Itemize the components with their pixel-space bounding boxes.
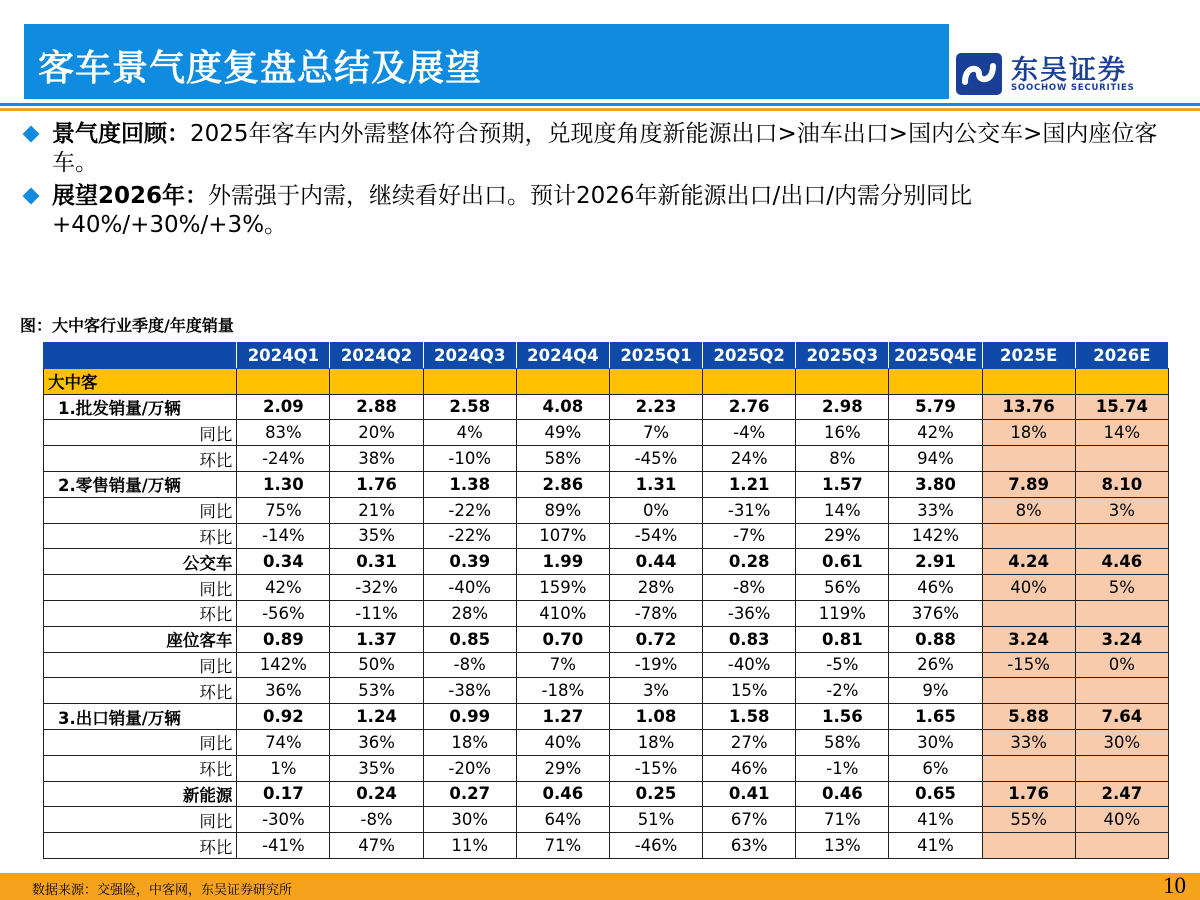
page-number: 10 [1163,873,1186,898]
column-header: 2025Q4E [889,343,982,369]
table-header-row [44,343,1169,369]
row-label: 同比 [44,729,237,755]
table-cell: 0.89 [237,626,330,652]
table-cell: -22% [423,497,516,523]
table-cell [982,755,1075,781]
column-header: 2024Q4 [516,343,609,369]
table-cell: 20% [330,420,423,446]
table-cell: 28% [423,600,516,626]
table-cell: 4.08 [516,394,609,420]
row-label: 环比 [44,678,237,704]
table-cell [1075,755,1168,781]
row-label: 公交车 [44,549,237,575]
row-label: 同比 [44,497,237,523]
table-cell: 0.92 [237,704,330,730]
table-cell: -56% [237,600,330,626]
table-cell: 142% [237,652,330,678]
table-cell: 49% [516,420,609,446]
table-cell: 8% [982,497,1075,523]
table-row [44,497,1169,523]
table-cell: 0% [1075,652,1168,678]
bullet-text: 外需强于内需，继续看好出口。预计2026年新能源出口/出口/内需分别同比+40%/+30%/+3%。 [52,183,973,238]
table-cell: 3.24 [1075,626,1168,652]
table-cell: 36% [237,678,330,704]
table-cell: 53% [330,678,423,704]
table-cell: 1.31 [609,471,702,497]
table-row [44,755,1169,781]
table-row [44,833,1169,859]
table-row [44,807,1169,833]
table-cell: 0.34 [237,549,330,575]
table-cell: 3.24 [982,626,1075,652]
table-cell: -41% [237,833,330,859]
table-cell: 89% [516,497,609,523]
row-label: 3.出口销量/万辆 [44,704,237,730]
table-cell: 3% [609,678,702,704]
table-cell: -4% [703,420,796,446]
table-cell: 0.44 [609,549,702,575]
table-row [44,575,1169,601]
group-empty-cell [516,368,609,394]
table-cell: 7.64 [1075,704,1168,730]
table-cell [1075,600,1168,626]
table-cell: -8% [703,575,796,601]
table-cell: 0.46 [516,781,609,807]
table-cell: 11% [423,833,516,859]
table-cell: 16% [796,420,889,446]
table-cell: 64% [516,807,609,833]
bullet-review [22,120,1182,178]
table-cell [1075,678,1168,704]
table-row [44,600,1169,626]
table-cell: 15% [703,678,796,704]
row-label: 环比 [44,523,237,549]
table-cell: 4% [423,420,516,446]
table-cell: 71% [516,833,609,859]
row-label: 同比 [44,420,237,446]
table-cell: -45% [609,446,702,472]
header-rule-orange [0,108,1200,111]
table-cell: 26% [889,652,982,678]
table-cell: 0.17 [237,781,330,807]
table-cell: -1% [796,755,889,781]
table-cell: 58% [516,446,609,472]
bullet-heading: 景气度回顾： [52,121,190,147]
table-cell: 46% [889,575,982,601]
table-cell: 2.88 [330,394,423,420]
table-cell: 3.80 [889,471,982,497]
table-cell: 8% [796,446,889,472]
table-cell: 42% [889,420,982,446]
group-empty-cell [889,368,982,394]
table-cell: -22% [423,523,516,549]
table-cell [982,833,1075,859]
table-cell: -8% [423,652,516,678]
bullet-heading: 展望2026年： [52,183,209,209]
table-row [44,704,1169,730]
table-cell: 13% [796,833,889,859]
table-cell: 40% [516,729,609,755]
column-header: 2026E [1075,343,1168,369]
table-cell: 0.41 [703,781,796,807]
table-cell: -40% [703,652,796,678]
table-cell: -15% [609,755,702,781]
table-cell: 2.58 [423,394,516,420]
table-row [44,420,1169,446]
column-header: 2025Q2 [703,343,796,369]
column-header: 2025Q3 [796,343,889,369]
table-cell: 58% [796,729,889,755]
table-cell: 1.24 [330,704,423,730]
table-cell: 14% [1075,420,1168,446]
table-cell: 24% [703,446,796,472]
table-cell: 6% [889,755,982,781]
column-header: 2025Q1 [609,343,702,369]
table-cell: 1.76 [982,781,1075,807]
row-label: 环比 [44,755,237,781]
column-header: 2024Q1 [237,343,330,369]
bullet-text: 2025年客车内外需整体符合预期，兑现度角度新能源出口>油车出口>国内公交车>国内座位客车。 [52,121,1158,176]
group-empty-cell [330,368,423,394]
sales-table [43,342,1169,859]
logo-english-name: SOOCHOW SECURITIES [1011,83,1135,93]
table-cell: 4.24 [982,549,1075,575]
table-cell: -46% [609,833,702,859]
group-empty-cell [703,368,796,394]
table-cell: 2.23 [609,394,702,420]
table-cell: 1.21 [703,471,796,497]
group-empty-cell [982,368,1075,394]
table-cell: 159% [516,575,609,601]
table-cell: 0% [609,497,702,523]
table-cell: 13.76 [982,394,1075,420]
table-cell: 0.31 [330,549,423,575]
table-cell: 1.57 [796,471,889,497]
table-cell: -36% [703,600,796,626]
table-cell: 1.30 [237,471,330,497]
table-cell: 4.46 [1075,549,1168,575]
table-cell: -32% [330,575,423,601]
row-label: 环比 [44,446,237,472]
table-cell: 0.65 [889,781,982,807]
table-cell [1075,523,1168,549]
table-cell: 35% [330,523,423,549]
table-cell: -11% [330,600,423,626]
table-cell: 1.58 [703,704,796,730]
table-cell: 0.85 [423,626,516,652]
table-cell: 376% [889,600,982,626]
table-cell: -19% [609,652,702,678]
table-cell: 3% [1075,497,1168,523]
table-cell: -78% [609,600,702,626]
table-cell: 119% [796,600,889,626]
table-cell: -10% [423,446,516,472]
diamond-bullet-icon [23,188,40,205]
table-caption: 图：大中客行业季度/年度销量 [20,316,234,335]
table-cell: 1.76 [330,471,423,497]
table-cell: 1.37 [330,626,423,652]
table-cell: 35% [330,755,423,781]
column-header: 2025E [982,343,1075,369]
table-cell [982,678,1075,704]
logo-chinese-name: 东吴证券 [1011,55,1127,86]
row-label: 同比 [44,575,237,601]
table-cell: 5% [1075,575,1168,601]
table-cell: 18% [423,729,516,755]
table-cell: 0.61 [796,549,889,575]
table-cell: 7.89 [982,471,1075,497]
table-cell: -30% [237,807,330,833]
table-cell: 0.46 [796,781,889,807]
table-row [44,781,1169,807]
table-cell: 75% [237,497,330,523]
table-cell [982,523,1075,549]
table-cell: 7% [516,652,609,678]
table-cell: 42% [237,575,330,601]
table-cell: 29% [516,755,609,781]
table-cell: 2.86 [516,471,609,497]
table-cell: 41% [889,807,982,833]
table-cell: 0.88 [889,626,982,652]
table-cell: 1.27 [516,704,609,730]
row-label: 座位客车 [44,626,237,652]
table-cell: 47% [330,833,423,859]
table-cell: 29% [796,523,889,549]
table-cell: 18% [982,420,1075,446]
table-cell: -40% [423,575,516,601]
table-cell: -5% [796,652,889,678]
header-rule-blue [0,103,1200,106]
table-cell: 1.99 [516,549,609,575]
table-cell: -54% [609,523,702,549]
table-cell: 30% [889,729,982,755]
table-cell: 40% [982,575,1075,601]
table-cell: -14% [237,523,330,549]
table-cell: 2.47 [1075,781,1168,807]
table-row [44,446,1169,472]
table-cell: 1.38 [423,471,516,497]
table-cell: 74% [237,729,330,755]
summary-bullets [22,120,1182,244]
table-cell: 0.83 [703,626,796,652]
table-cell: -31% [703,497,796,523]
data-source: 数据来源：交强险，中客网，东吴证券研究所 [32,883,293,898]
table-cell: -2% [796,678,889,704]
group-empty-cell [1075,368,1168,394]
footer-bar [0,873,1200,900]
table-cell: 71% [796,807,889,833]
row-label: 2.零售销量/万辆 [44,471,237,497]
table-cell: 14% [796,497,889,523]
table-cell: 9% [889,678,982,704]
table-cell: 1.65 [889,704,982,730]
table-cell: 33% [889,497,982,523]
table-cell: 50% [330,652,423,678]
table-cell: 28% [609,575,702,601]
table-cell: 67% [703,807,796,833]
table-cell: -20% [423,755,516,781]
table-cell: 94% [889,446,982,472]
table-cell: 0.28 [703,549,796,575]
table-cell: 40% [1075,807,1168,833]
table-cell: 5.79 [889,394,982,420]
table-cell: 410% [516,600,609,626]
table-cell: 18% [609,729,702,755]
table-cell: -15% [982,652,1075,678]
table-row [44,394,1169,420]
table-cell: -8% [330,807,423,833]
table-cell: 2.09 [237,394,330,420]
table-cell: 30% [1075,729,1168,755]
table-cell: 2.76 [703,394,796,420]
row-label: 同比 [44,807,237,833]
table-cell: 33% [982,729,1075,755]
table-cell: 1.08 [609,704,702,730]
table-cell: 46% [703,755,796,781]
table-cell: 0.27 [423,781,516,807]
table-cell: 51% [609,807,702,833]
row-label: 环比 [44,833,237,859]
table-cell: 55% [982,807,1075,833]
group-label: 大中客 [44,368,237,394]
bullet-outlook [22,182,1182,240]
table-cell: 1% [237,755,330,781]
table-cell: 0.24 [330,781,423,807]
row-label: 1.批发销量/万辆 [44,394,237,420]
soochow-logo-icon [955,52,1003,96]
column-header: 2024Q2 [330,343,423,369]
table-cell: -38% [423,678,516,704]
column-header: 2024Q3 [423,343,516,369]
table-cell: 63% [703,833,796,859]
table-cell: 5.88 [982,704,1075,730]
table-cell [1075,833,1168,859]
table-cell: -7% [703,523,796,549]
table-cell: 142% [889,523,982,549]
table-row [44,652,1169,678]
table-cell: 2.98 [796,394,889,420]
table-cell: -24% [237,446,330,472]
table-cell: 38% [330,446,423,472]
table-row [44,549,1169,575]
table-cell: 0.25 [609,781,702,807]
table-cell: 7% [609,420,702,446]
table-cell: 0.99 [423,704,516,730]
table-cell [982,600,1075,626]
table-cell [982,446,1075,472]
row-label: 环比 [44,600,237,626]
table-cell: 1.56 [796,704,889,730]
table-row [44,729,1169,755]
table-row [44,523,1169,549]
table-cell: -18% [516,678,609,704]
table-cell: 83% [237,420,330,446]
table-cell: 0.72 [609,626,702,652]
group-empty-cell [609,368,702,394]
table-cell: 27% [703,729,796,755]
row-label: 新能源 [44,781,237,807]
company-logo [955,50,1155,100]
table-cell: 30% [423,807,516,833]
page-title: 客车景气度复盘总结及展望 [38,48,483,89]
header-corner-cell [44,343,237,369]
table-cell: 0.70 [516,626,609,652]
table-cell: 21% [330,497,423,523]
group-empty-cell [423,368,516,394]
diamond-bullet-icon [23,126,40,143]
group-empty-cell [237,368,330,394]
table-cell: 107% [516,523,609,549]
table-cell: 15.74 [1075,394,1168,420]
table-cell: 2.91 [889,549,982,575]
table-cell: 56% [796,575,889,601]
table-cell: 41% [889,833,982,859]
table-row [44,678,1169,704]
table-row [44,626,1169,652]
table-cell: 0.39 [423,549,516,575]
table-row [44,471,1169,497]
table-cell [1075,446,1168,472]
table-group-row [44,368,1169,394]
title-bar [24,24,949,99]
row-label: 同比 [44,652,237,678]
group-empty-cell [796,368,889,394]
table-cell: 36% [330,729,423,755]
table-cell: 0.81 [796,626,889,652]
table-cell: 8.10 [1075,471,1168,497]
